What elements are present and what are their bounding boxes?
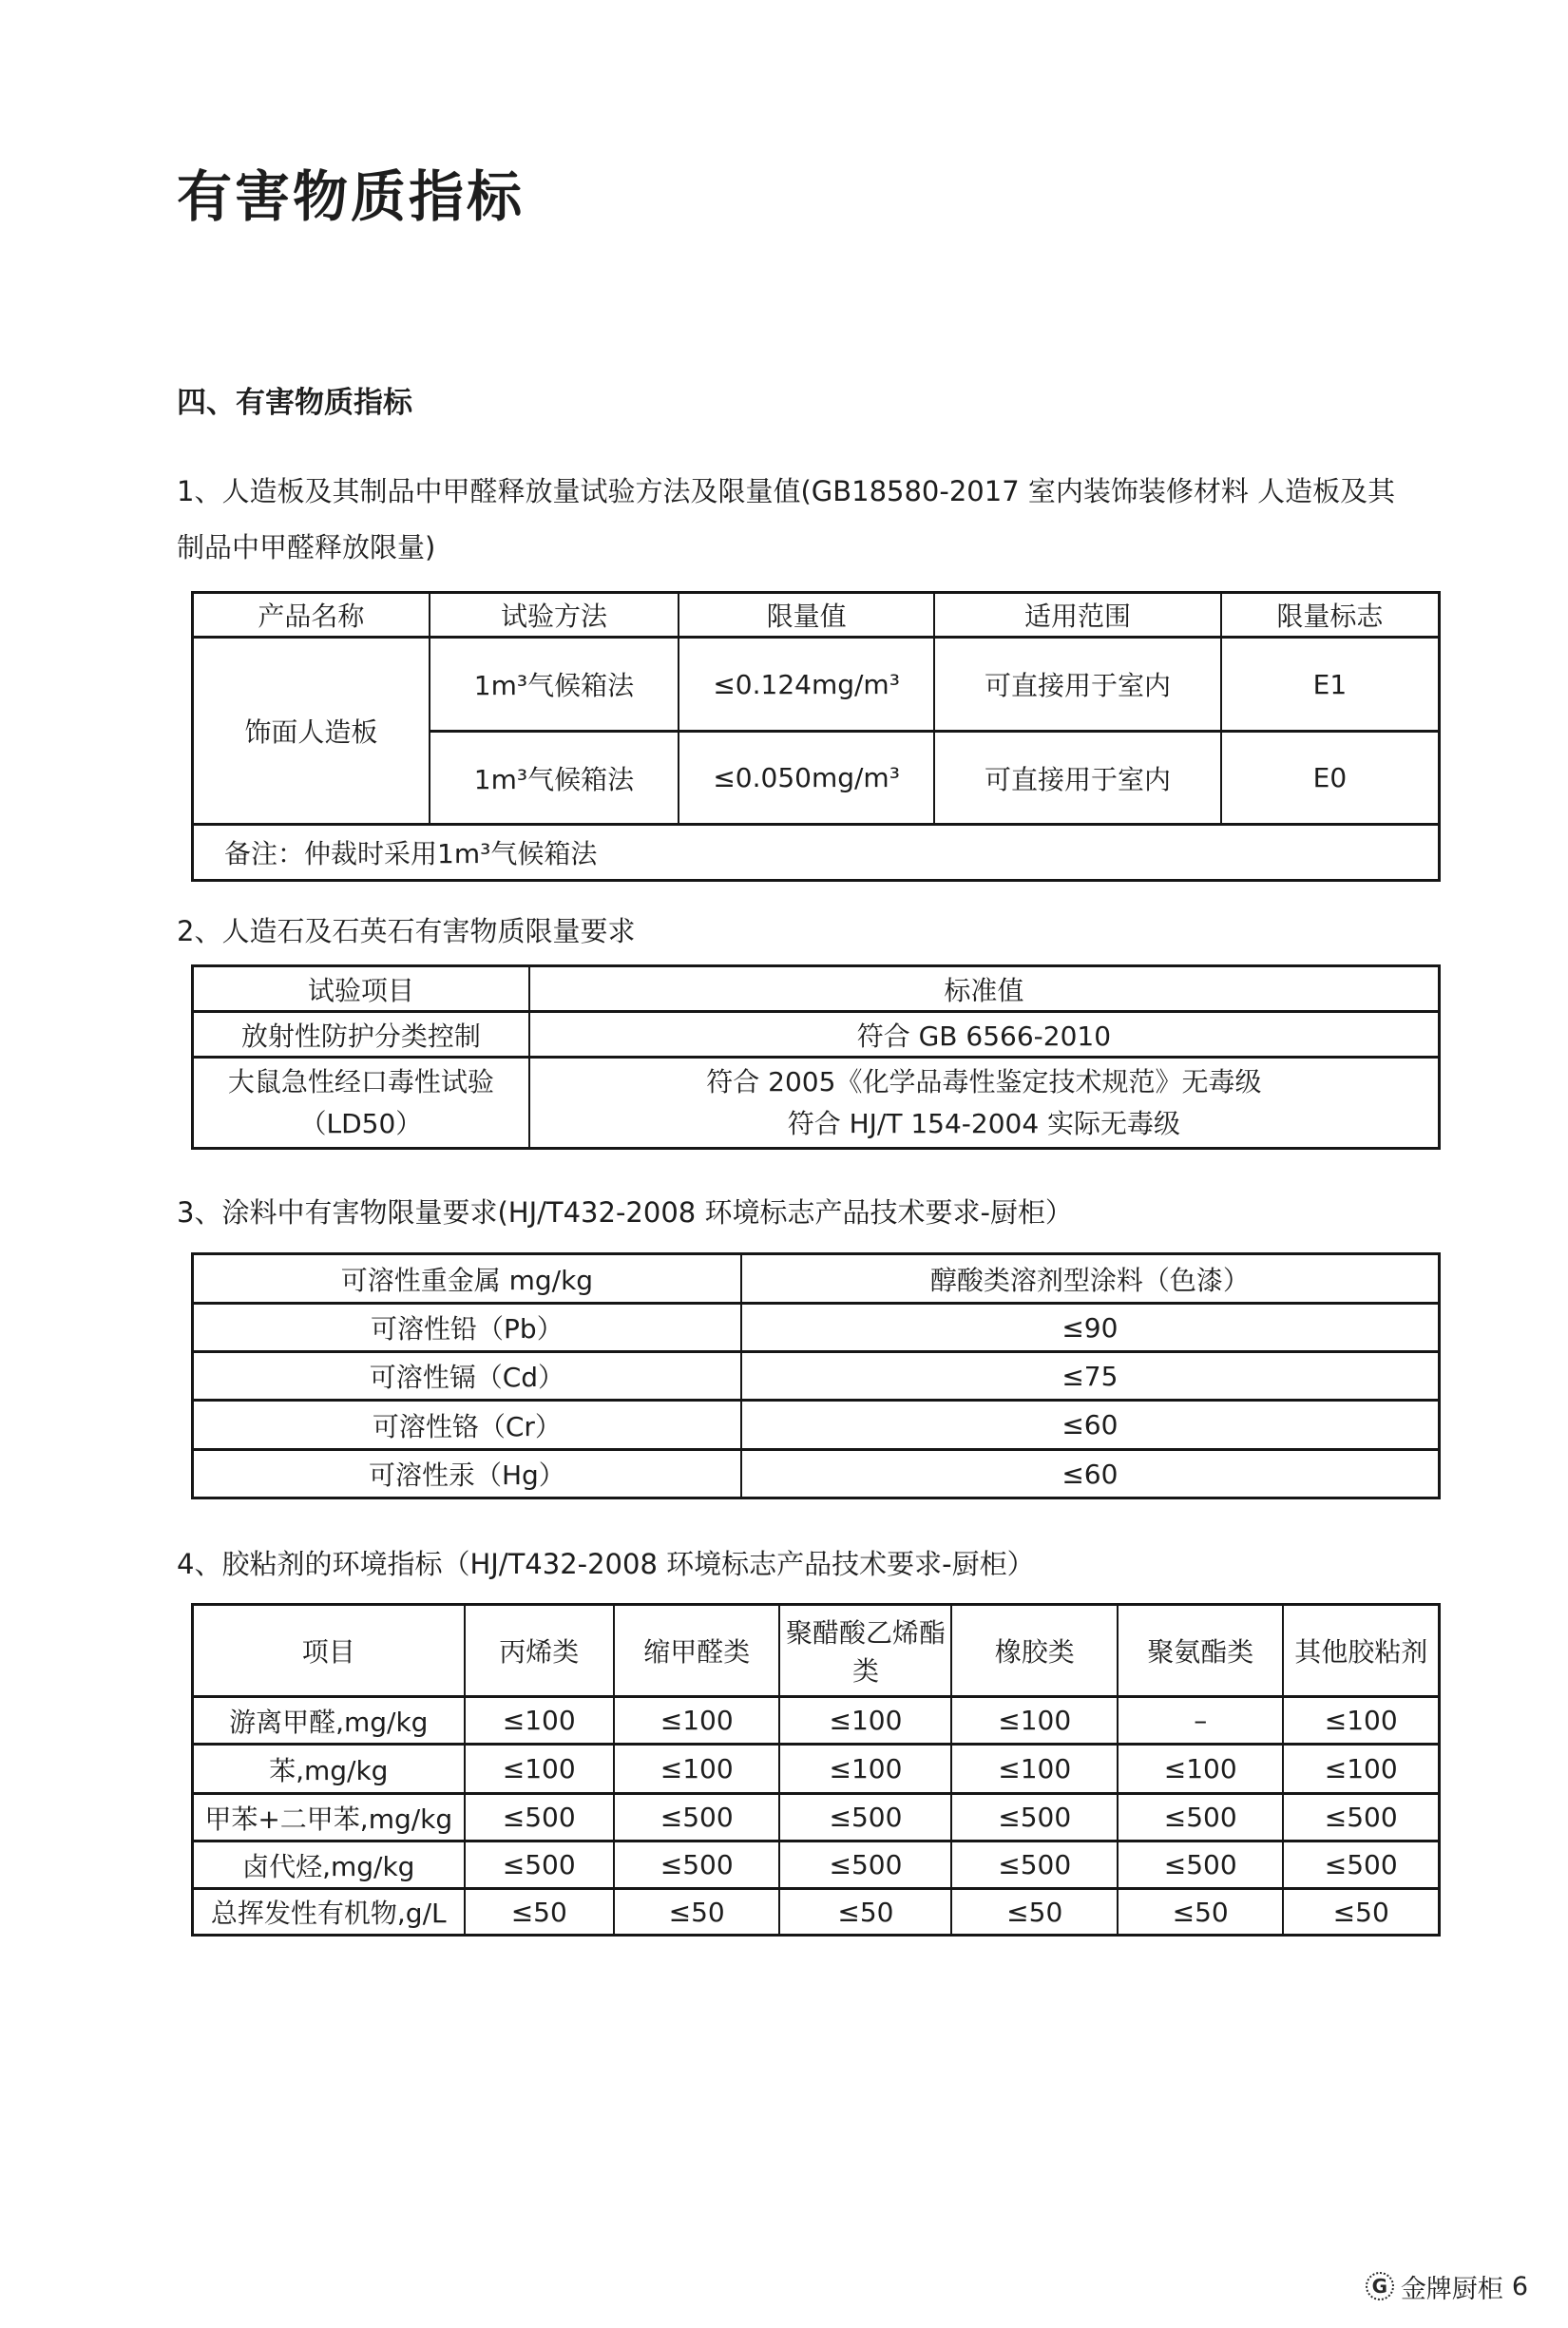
table-note-row xyxy=(193,825,1440,881)
stone-limits-table xyxy=(191,964,1441,1150)
t4-r2-c2: ≤100 xyxy=(614,1745,779,1794)
t4-r2-c3: ≤100 xyxy=(779,1745,951,1794)
t4-r4-c1: ≤500 xyxy=(465,1841,614,1889)
t4-header-rubber: 橡胶类 xyxy=(951,1605,1117,1697)
item4-heading: 4、胶粘剂的环境指标（HJ/T432-2008 环境标志产品技术要求-厨柜） xyxy=(177,1548,1035,1580)
section-heading: 四、有害物质指标 xyxy=(177,386,412,420)
table-row xyxy=(193,1352,1440,1401)
t2-r1-value: 符合 GB 6566-2010 xyxy=(529,1012,1440,1058)
brand-logo-icon: G xyxy=(1366,2272,1394,2300)
t4-r3-label: 甲苯+二甲苯,mg/kg xyxy=(193,1794,465,1841)
t3-mercury-label: 可溶性汞（Hg） xyxy=(193,1450,741,1498)
t4-r1-c5: – xyxy=(1118,1697,1283,1745)
adhesive-limits-table xyxy=(191,1603,1441,1937)
t4-r4-c2: ≤500 xyxy=(614,1841,779,1889)
t4-r1-c2: ≤100 xyxy=(614,1697,779,1745)
t4-r1-c6: ≤100 xyxy=(1283,1697,1439,1745)
t4-r5-c5: ≤50 xyxy=(1118,1889,1283,1936)
item1-heading: 1、人造板及其制品中甲醛释放量试验方法及限量值(GB18580-2017 室内装饰装修材料 人造板及其制品中甲醛释放限量) xyxy=(177,475,1396,563)
t4-r5-c6: ≤50 xyxy=(1283,1889,1439,1936)
t2-r2-item xyxy=(193,1058,529,1149)
t2-r2-item-line2: （LD50） xyxy=(299,1107,423,1139)
table-header-row xyxy=(193,1254,1440,1304)
t1-r2-mark: E0 xyxy=(1221,732,1440,825)
t4-r1-label: 游离甲醛,mg/kg xyxy=(193,1697,465,1745)
table-header-row xyxy=(193,593,1440,638)
table-row xyxy=(193,1697,1440,1745)
t2-r2-value-line1: 符合 2005《化学品毒性鉴定技术规范》无毒级 xyxy=(706,1065,1262,1097)
t4-r2-label: 苯,mg/kg xyxy=(193,1745,465,1794)
t2-r1-item: 放射性防护分类控制 xyxy=(193,1012,529,1058)
item2-heading: 2、人造石及石英石有害物质限量要求 xyxy=(177,915,636,947)
t3-header-paint: 醇酸类溶剂型涂料（色漆） xyxy=(741,1254,1440,1304)
table-row xyxy=(193,1794,1440,1841)
t4-r1-c3: ≤100 xyxy=(779,1697,951,1745)
t3-lead-label: 可溶性铅（Pb） xyxy=(193,1304,741,1352)
t1-note: 备注：仲裁时采用1m³气候箱法 xyxy=(193,825,1440,881)
page-number: 6 xyxy=(1511,2271,1528,2301)
t4-r4-c6: ≤500 xyxy=(1283,1841,1439,1889)
t4-r5-c2: ≤50 xyxy=(614,1889,779,1936)
t4-r1-c4: ≤100 xyxy=(951,1697,1117,1745)
t1-r2-scope: 可直接用于室内 xyxy=(934,732,1221,825)
t2-header-standard: 标准值 xyxy=(529,966,1440,1012)
t4-r5-label: 总挥发性有机物,g/L xyxy=(193,1889,465,1936)
t4-r3-c2: ≤500 xyxy=(614,1794,779,1841)
t3-chromium-value: ≤60 xyxy=(741,1401,1440,1450)
t1-r1-method: 1m³气候箱法 xyxy=(430,638,679,732)
t4-r2-c5: ≤100 xyxy=(1118,1745,1283,1794)
t4-header-pu: 聚氨酯类 xyxy=(1118,1605,1283,1697)
t4-r3-c6: ≤500 xyxy=(1283,1794,1439,1841)
t4-r2-c4: ≤100 xyxy=(951,1745,1117,1794)
t3-header-metal: 可溶性重金属 mg/kg xyxy=(193,1254,741,1304)
t3-cadmium-label: 可溶性镉（Cd） xyxy=(193,1352,741,1401)
formaldehyde-limits-table xyxy=(191,591,1441,882)
t4-r4-label: 卤代烃,mg/kg xyxy=(193,1841,465,1889)
t4-r2-c6: ≤100 xyxy=(1283,1745,1439,1794)
t4-r3-c5: ≤500 xyxy=(1118,1794,1283,1841)
t4-header-other: 其他胶粘剂 xyxy=(1283,1605,1439,1697)
t4-header-formal: 缩甲醛类 xyxy=(614,1605,779,1697)
table-row xyxy=(193,1889,1440,1936)
t1-header-product: 产品名称 xyxy=(193,593,430,638)
table-header-row xyxy=(193,1605,1440,1697)
t3-mercury-value: ≤60 xyxy=(741,1450,1440,1498)
t4-header-acrylic: 丙烯类 xyxy=(465,1605,614,1697)
t1-r2-method: 1m³气候箱法 xyxy=(430,732,679,825)
t4-r1-c1: ≤100 xyxy=(465,1697,614,1745)
page-title: 有害物质指标 xyxy=(177,164,526,229)
table-row xyxy=(193,1401,1440,1450)
item3-heading: 3、涂料中有害物限量要求(HJ/T432-2008 环境标志产品技术要求-厨柜） xyxy=(177,1196,1073,1229)
t4-r5-c1: ≤50 xyxy=(465,1889,614,1936)
table-row xyxy=(193,638,1440,732)
page-footer xyxy=(1366,2269,1528,2303)
t1-header-scope: 适用范围 xyxy=(934,593,1221,638)
t4-r2-c1: ≤100 xyxy=(465,1745,614,1794)
table-row xyxy=(193,1304,1440,1352)
t2-r2-value-line2: 符合 HJ/T 154-2004 实际无毒级 xyxy=(787,1107,1181,1139)
t1-header-limit: 限量值 xyxy=(679,593,934,638)
t1-r2-limit: ≤0.050mg/m³ xyxy=(679,732,934,825)
t2-r2-item-line1: 大鼠急性经口毒性试验 xyxy=(227,1065,494,1097)
t2-header-item: 试验项目 xyxy=(193,966,529,1012)
t1-r1-limit: ≤0.124mg/m³ xyxy=(679,638,934,732)
t1-header-mark: 限量标志 xyxy=(1221,593,1440,638)
table-row xyxy=(193,1012,1440,1058)
t4-r3-c1: ≤500 xyxy=(465,1794,614,1841)
table-row xyxy=(193,1058,1440,1149)
table-row xyxy=(193,1450,1440,1498)
t4-r4-c4: ≤500 xyxy=(951,1841,1117,1889)
t4-r3-c4: ≤500 xyxy=(951,1794,1117,1841)
table-row xyxy=(193,1745,1440,1794)
t1-product-cell: 饰面人造板 xyxy=(193,638,430,825)
t4-r4-c3: ≤500 xyxy=(779,1841,951,1889)
t4-r5-c4: ≤50 xyxy=(951,1889,1117,1936)
t2-r2-value xyxy=(529,1058,1440,1149)
t4-header-item: 项目 xyxy=(193,1605,465,1697)
coating-limits-table xyxy=(191,1252,1441,1499)
table-header-row xyxy=(193,966,1440,1012)
t3-chromium-label: 可溶性铬（Cr） xyxy=(193,1401,741,1450)
table-row xyxy=(193,1841,1440,1889)
t4-r5-c3: ≤50 xyxy=(779,1889,951,1936)
t1-r1-mark: E1 xyxy=(1221,638,1440,732)
t4-header-pva: 聚醋酸乙烯酯类 xyxy=(779,1605,951,1697)
brand-name: 金牌厨柜 xyxy=(1400,2274,1503,2304)
t3-cadmium-value: ≤75 xyxy=(741,1352,1440,1401)
t1-header-method: 试验方法 xyxy=(430,593,679,638)
t1-r1-scope: 可直接用于室内 xyxy=(934,638,1221,732)
t4-r4-c5: ≤500 xyxy=(1118,1841,1283,1889)
t3-lead-value: ≤90 xyxy=(741,1304,1440,1352)
t4-r3-c3: ≤500 xyxy=(779,1794,951,1841)
